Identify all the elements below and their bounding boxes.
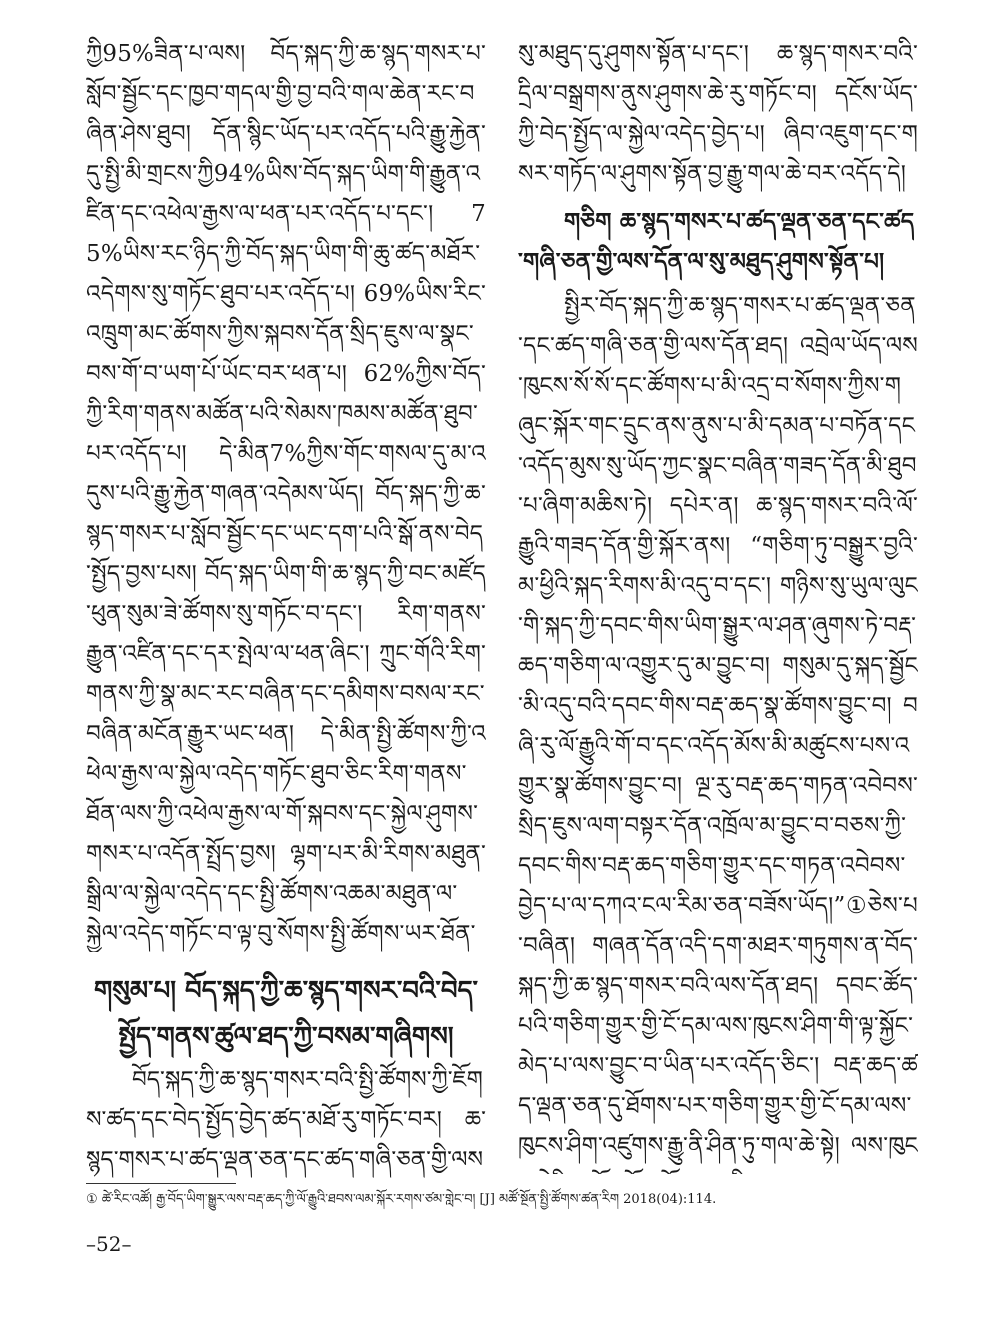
right-column (518, 34, 918, 1174)
page-number: –52– (86, 1232, 132, 1256)
section-heading: གསུམ་པ། བོད་སྐད་ཀྱི་ཆ་སྙད་གསར་བའི་བེད་སྤྱོད་གནས་ཚུལ་ཐད་ཀྱི་བསམ་གཞིགས། (94, 976, 478, 1052)
footnote-divider (86, 1183, 236, 1184)
left-paragraph-1: ཀྱི95%ཟིན་པ་ལས། བོད་སྐད་ཀྱི་ཆ་སྙད་གསར་པ་སློབ་སྦྱོང་དང་ཁྱབ་གདལ་གྱི་བྱ་བའི་གལ་ཆེན་རང་བཞིན་ཤེས་ཐུབ། དོན་སྙིང་ཡོད་པར་འདོད་པའི་རྒྱུ་རྐྱེན་དུ་སྤྱི་མི་གྲངས་ཀྱི94%ཡིས་བོད་སྐད་ཡིག་གི་རྒྱུན་འཛིན་དང་འཕེལ་རྒྱས་ལ་ཕན་པར་འདོད་པ་དང་། 75%ཡིས་རང་ཉིད་ཀྱི་བོད་སྐད་ཡིག་གི་ཆུ་ཚད་མཐོར་འདེགས་སུ་གཏོང་ཐུབ་པར་འདོད་པ། 69%ཡིས་རིང་འཁྲུག་མང་ཚོགས་ཀྱིས་སྐབས་དོན་སྲིད་ཇུས་ལ་སྣང་བས་གོ་བ་ཡག་པོ་ཡོང་བར་ཕན་པ། 62%ཀྱིས་བོད་ཀྱི་རིག་གནས་མཚོན་པའི་སེམས་ཁམས་མཚོན་ཐུབ་པར་འདོད་པ། དེ་མིན7%ཀྱིས་གོང་གསལ་དུ་མ་འདུས་པའི་རྒྱུ་རྐྱེན་གཞན་འདེམས་ཡོད། བོད་སྐད་ཀྱི་ཆ་སྙད་གསར་པ་སློབ་སྦྱོང་དང་ཡང་དག་པའི་སྒོ་ནས་བེད་སྤྱོད་བྱས་པས། བོད་སྐད་ཡིག་གི་ཆ་སྙད་ཀྱི་བང་མཛོད་ཕུན་སུམ་ཟེ་ཚོགས་སུ་གཏོང་བ་དང་། རིག་གནས་རྒྱུན་འཛིན་དང་དར་སྤེལ་ལ་ཕན་ཞིང་། ཀྲུང་གོའི་རིག་གནས་ཀྱི་སྣ་མང་རང་བཞིན་དང་དམིགས་བསལ་རང་བཞིན་མངོན་རྒྱུར་ཡང་ཕན། དེ་མིན་སྤྱི་ཚོགས་ཀྱི་འཕེལ་རྒྱས་ལ་སྐྱེལ་འདེད་གཏོང་ཐུབ་ཅིང་རིག་གནས་ཐོན་ལས་ཀྱི་འཕེལ་རྒྱས་ལ་གོ་སྐབས་དང་སྐྱེལ་ཤུགས་གསར་པ་འདོན་སྤྲོད་བྱས། ལྷག་པར་མི་རིགས་མཐུན་སྒྲིལ་ལ་སྐྱེལ་འདེད་དང་སྤྱི་ཚོགས་འཆམ་མཐུན་ལ་སྐྱེལ་འདེད་གཏོང་བ་ལྟ་བུ་སོགས་སྤྱི་ཚོགས་ཡར་ཐོན་ (86, 41, 486, 947)
left-column (86, 34, 486, 952)
right-paragraph-1: སུ་མཐུད་དུ་ཤུགས་སྟོན་པ་དང་། ཆ་སྙད་གསར་བའི་དྲིལ་བསྒྲགས་ནུས་ཤུགས་ཆེ་རུ་གཏོང་བ། དངོས་ཡོད་ཀྱི་བེད་སྤྱོད་ལ་སྐྱེལ་འདེད་བྱེད་པ། ཞིབ་འཇུག་དང་གསར་གཏོད་ལ་ཤུགས་སྟོན་བྱ་རྒྱུ་གལ་ཆེ་བར་འདོད་དེ། (518, 41, 918, 187)
left-lower-paragraph-1: བོད་སྐད་ཀྱི་ཆ་སྙད་གསར་བའི་སྤྱི་ཚོགས་ཀྱི་ཇོགས་ཚད་དང་བེད་སྤྱོད་བྱེད་ཚད་མཐོ་རུ་གཏོང་བར། ཆ་སྙད་གསར་པ་ཚད་ལྡན་ཅན་དང་ཚད་གཞི་ཅན་གྱི་ལས (86, 1067, 486, 1173)
left-lower-text (86, 1060, 486, 1180)
right-paragraph-2: སྤྱིར་བོད་སྐད་ཀྱི་ཆ་སྙད་གསར་པ་ཚད་ལྡན་ཅན་དང་ཚད་གཞི་ཅན་གྱི་ལས་དོན་ཐད། འབྲེལ་ཡོད་ལས་ཁུངས་སོ་སོ་དང་ཚོགས་པ་མི་འདྲ་བ་སོགས་ཀྱིས་གཞུང་སྐོར་གང་དྲུང་ནས་ནུས་པ་མི་དམན་པ་བཏོན་དང་འདོད་མུས་སུ་ཡོད་ཀྱང་སྣང་བཞིན་གཟད་དོན་མི་ཐུབ་པ་ཞིག་མཆིས་ཏེ། དཔེར་ན། ཆ་སྙད་གསར་བའི་ལོ་རྒྱུའི་གཟད་དོན་གྱི་སྐོར་ནས། “གཅིག་ཏུ་བསྒྱུར་བྱའི་མ་ཕྱིའི་སྐད་རིགས་མི་འདུ་བ་དང་། གཉིས་སུ་ཡུལ་ལུང་གི་སྐད་ཀྱི་དབང་གིས་ཡིག་སྒྱུར་ལ་ཤན་ཞུགས་ཏེ་བརྡ་ཆད་གཅིག་ལ་འགྱུར་དུ་མ་བྱུང་བ། གསུམ་དུ་སྐད་སྦྱོང་མི་འདུ་བའི་དབང་གིས་བརྡ་ཆད་སྣ་ཚོགས་བྱུང་བ། བཞི་རུ་ལོ་རྒྱུའི་གོ་བ་དང་འདོད་མོས་མི་མཚུངས་པས་འགྱུར་སྣ་ཚོགས་བྱུང་བ། ལྔ་རུ་བརྡ་ཆད་གཏན་འབེབས་སྲིད་ཇུས་ལག་བསྟར་དོན་འཁྲོལ་མ་བྱུང་བ་བཅས་ཀྱི་དབང་གིས་བརྡ་ཆད་གཅིག་གྱུར་དང་གཏན་འབེབས་བྱེད་པ་ལ་དཀའ་ངལ་རིམ་ཅན་བཟོས་ཡོད།”①ཅེས་པ་བཞིན། གཞན་དོན་འདི་དག་མཐར་གཏུགས་ན་བོད་སྐད་ཀྱི་ཆ་སྙད་གསར་བའི་ལས་དོན་ཐད། དབང་ཚོད་པའི་གཅིག་གྱུར་གྱི་ངོ་དམ་ལས་ཁུངས་ཤིག་གི་ལྟ་སྐྱོང་མེད་པ་ལས་བྱུང་བ་ཡིན་པར་འདོད་ཅིང་། བརྡ་ཆད་ཚད་ལྡན་ཅན་དུ་ཐོགས་པར་གཅིག་གྱུར་གྱི་ངོ་དམ་ལས་ཁུངས་ཤིག་འཛུགས་རྒྱུ་ནི་ཤིན་ཏུ་གལ་ཆེ་སྟེ། ལས་ཁུང (518, 293, 918, 1159)
footnote: ① ཚེ་རིང་འཚོ། རྒྱ་བོད་ཡིག་སྒྱུར་ལས་བརྡ་ཆད་ཀྱི་ལོ་རྒྱུའི་ཐབས་ལམ་སྐོར་རགས་ཙམ་གླེང་བ། [J] མཚོ་སྔོན་སྤྱི་ཚོགས་ཚན་རིག 2018(04):114. (86, 1192, 717, 1207)
right-subheading: གཅིག ཆ་སྙད་གསར་པ་ཚད་ལྡན་ཅན་དང་ཚད་གཞི་ཅན་གྱི་ལས་དོན་ལ་སུ་མཐུད་ཤུགས་སྟོན་པ། (518, 208, 915, 275)
